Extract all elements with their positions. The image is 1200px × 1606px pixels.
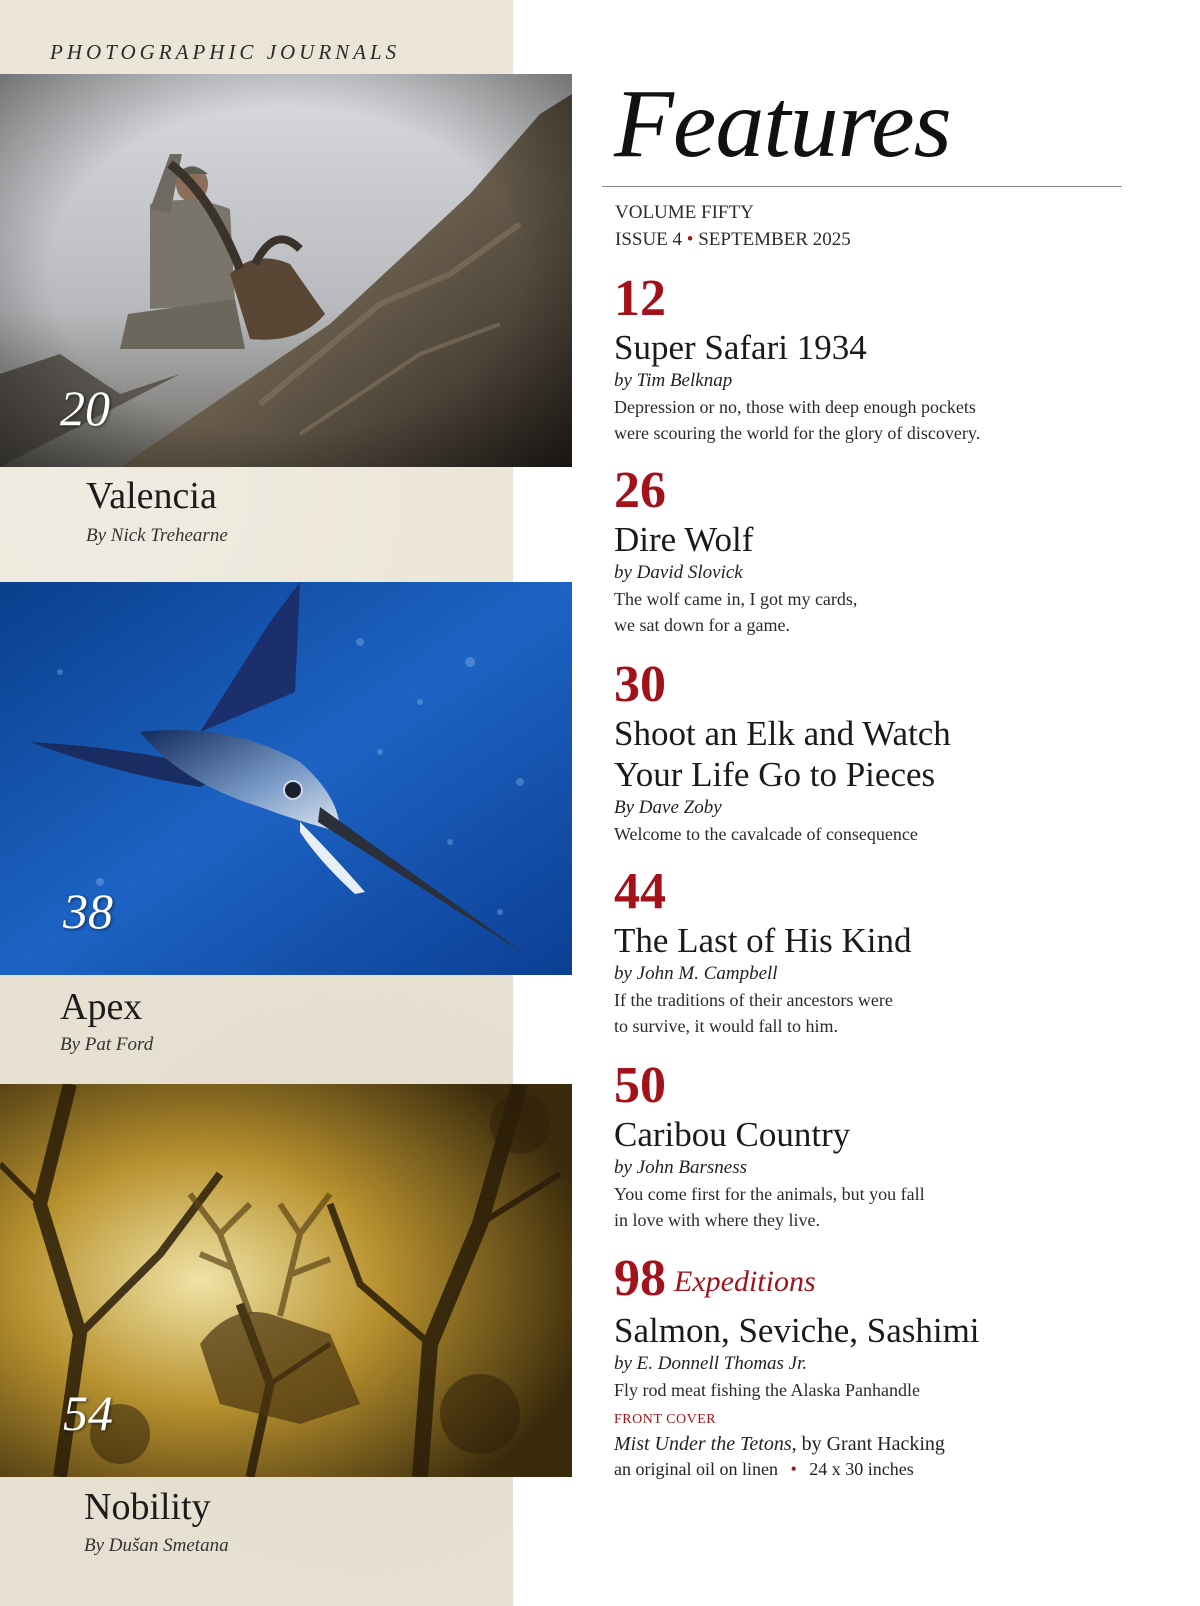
feature-number-line bbox=[614, 1250, 1154, 1308]
issue-date: SEPTEMBER 2025 bbox=[698, 229, 851, 250]
feature-entry[interactable] bbox=[614, 1057, 1154, 1233]
feature-description-line: Welcome to the cavalcade of consequence bbox=[614, 824, 918, 844]
photo-valencia[interactable] bbox=[0, 74, 572, 467]
feature-page-number: 98 bbox=[614, 1250, 666, 1307]
photo-page-number: 38 bbox=[63, 883, 113, 939]
feature-author: By Dave Zoby bbox=[614, 797, 722, 818]
photo-page-number: 54 bbox=[63, 1385, 113, 1441]
feature-page-number: 44 bbox=[614, 863, 666, 920]
cover-artist: , by Grant Hacking bbox=[791, 1433, 945, 1455]
photo-apex[interactable] bbox=[0, 582, 572, 975]
feature-entry[interactable] bbox=[614, 462, 1154, 638]
feature-page-number: 12 bbox=[614, 270, 666, 327]
feature-description-line: in love with where they live. bbox=[614, 1210, 820, 1230]
feature-title[interactable]: Caribou Country bbox=[614, 1115, 851, 1154]
volume-label: VOLUME FIFTY bbox=[615, 202, 754, 223]
feature-author: by John Barsness bbox=[614, 1157, 747, 1178]
feature-entry[interactable] bbox=[614, 1250, 1154, 1403]
feature-description-line: If the traditions of their ancestors were bbox=[614, 990, 893, 1010]
feature-description-line: we sat down for a game. bbox=[614, 615, 790, 635]
feature-title-line[interactable]: Shoot an Elk and Watch bbox=[614, 714, 951, 753]
front-cover-detail bbox=[614, 1459, 914, 1480]
photo-byline: By Pat Ford bbox=[60, 1034, 154, 1055]
photo-byline: By Nick Trehearne bbox=[86, 525, 228, 546]
front-cover-credit bbox=[614, 1433, 945, 1456]
feature-page-number: 26 bbox=[614, 462, 666, 519]
feature-title-line[interactable]: Your Life Go to Pieces bbox=[614, 755, 936, 794]
feature-entry[interactable] bbox=[614, 656, 1154, 847]
cover-artwork-title: Mist Under the Tetons bbox=[614, 1433, 792, 1455]
feature-description-line: to survive, it would fall to him. bbox=[614, 1016, 838, 1036]
feature-title[interactable]: The Last of His Kind bbox=[614, 921, 912, 960]
issue-line bbox=[615, 229, 851, 251]
feature-author: by Tim Belknap bbox=[614, 370, 733, 391]
feature-title[interactable]: Dire Wolf bbox=[614, 520, 754, 559]
issue-number: ISSUE 4 bbox=[615, 229, 683, 250]
department-tag[interactable]: Expeditions bbox=[674, 1265, 816, 1298]
photo-title[interactable]: Apex bbox=[60, 986, 143, 1028]
photo-title[interactable]: Nobility bbox=[84, 1486, 211, 1528]
feature-entry[interactable] bbox=[614, 270, 1154, 446]
feature-description-line: The wolf came in, I got my cards, bbox=[614, 589, 858, 609]
photo-title[interactable]: Valencia bbox=[86, 475, 217, 517]
feature-title[interactable]: Super Safari 1934 bbox=[614, 328, 867, 367]
section-label: PHOTOGRAPHIC JOURNALS bbox=[50, 40, 401, 64]
feature-description-line: were scouring the world for the glory of discovery. bbox=[614, 423, 981, 443]
front-cover-label: FRONT COVER bbox=[614, 1412, 717, 1427]
photo-page-number: 20 bbox=[60, 380, 110, 436]
photo-nobility[interactable] bbox=[0, 1084, 572, 1477]
feature-page-number: 30 bbox=[614, 656, 666, 713]
feature-author: by David Slovick bbox=[614, 562, 743, 583]
feature-description-line: Depression or no, those with deep enough pockets bbox=[614, 397, 976, 417]
feature-author: by John M. Campbell bbox=[614, 963, 778, 984]
divider bbox=[602, 186, 1122, 187]
separator-dot: • bbox=[790, 1459, 797, 1479]
photo-byline: By Dušan Smetana bbox=[84, 1535, 229, 1556]
feature-entry[interactable] bbox=[614, 863, 1154, 1039]
feature-title[interactable]: Salmon, Seviche, Sashimi bbox=[614, 1311, 980, 1350]
feature-page-number: 50 bbox=[614, 1057, 666, 1114]
page-title: Features bbox=[614, 70, 951, 178]
separator-dot: • bbox=[686, 229, 694, 250]
feature-description-line: You come first for the animals, but you fall bbox=[614, 1184, 925, 1204]
feature-author: by E. Donnell Thomas Jr. bbox=[614, 1353, 808, 1374]
cover-medium: an original oil on linen bbox=[614, 1459, 778, 1479]
feature-description-line: Fly rod meat fishing the Alaska Panhandle bbox=[614, 1380, 920, 1400]
cover-size: 24 x 30 inches bbox=[809, 1459, 914, 1479]
